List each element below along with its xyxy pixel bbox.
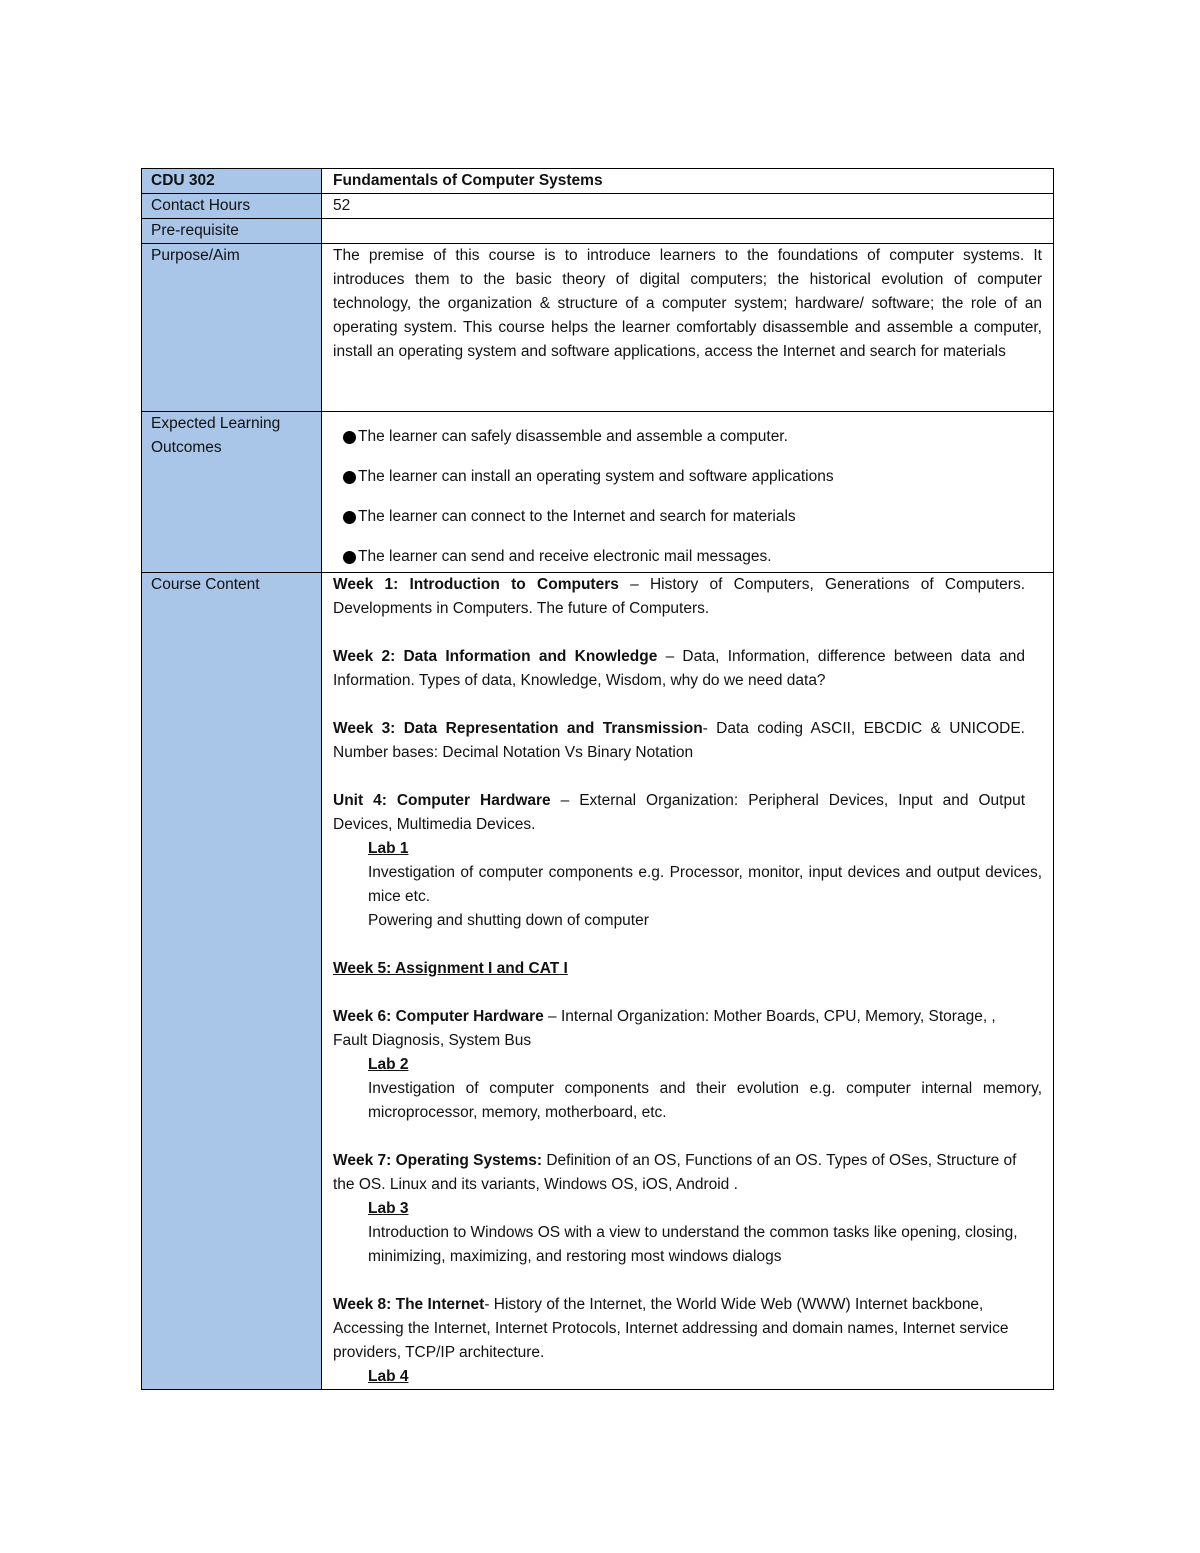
purpose-row (142, 244, 1054, 412)
lab-2-title: Lab 2 (368, 1056, 409, 1073)
course-content-label: Course Content (142, 573, 322, 1390)
outcome-item: The learner can send and receive electronic mail messages. (333, 545, 1042, 569)
bullet-icon (343, 511, 356, 524)
purpose-label: Purpose/Aim (142, 244, 322, 412)
lab-1-title: Lab 1 (368, 840, 409, 857)
lab-2-line-1: Investigation of computer components and their evolution e.g. computer internal memory, microprocessor, memory, motherboard, etc. (368, 1080, 1042, 1121)
bullet-icon (343, 431, 356, 444)
lab-3 (368, 1197, 1025, 1269)
outcome-item: The learner can install an operating system and software applications (333, 465, 1042, 489)
lab-1 (368, 837, 1042, 933)
purpose-text: The premise of this course is to introduce learners to the foundations of computer systems. It introduces them to the basic theory of digital computers; the historical evolution of computer technology, the organization & structure of a computer system; hardware/ software; the role of an operating system. This course helps the learner comfortably disassemble and assemble a computer, install an operating system and software applications, access the Internet and search for materials (322, 244, 1054, 412)
course-content-row (142, 573, 1054, 1390)
lab-4-title: Lab 4 (368, 1368, 409, 1385)
course-outline-table (141, 168, 1054, 1390)
week-6: Week 6: Computer Hardware – Internal Organization: Mother Boards, CPU, Memory, Storage, , Fault Diagnosis, System Bus (333, 1008, 996, 1049)
bullet-icon (343, 471, 356, 484)
bullet-icon (343, 551, 356, 564)
outcome-item: The learner can connect to the Internet and search for materials (333, 505, 1042, 529)
outcomes-row (142, 412, 1054, 573)
outcomes-label: Expected Learning Outcomes (142, 412, 322, 573)
contact-hours-value: 52 (322, 194, 1054, 219)
lab-2 (368, 1053, 1042, 1125)
prerequisite-label: Pre-requisite (142, 219, 322, 244)
week-3: Week 3: Data Representation and Transmission- Data coding ASCII, EBCDIC & UNICODE. Number bases: Decimal Notation Vs Binary Notation (333, 720, 1025, 761)
week-2: Week 2: Data Information and Knowledge – Data, Information, difference between data and Information. Types of data, Knowledge, Wisdom, why do we need data? (333, 648, 1025, 689)
prerequisite-row (142, 219, 1054, 244)
contact-hours-label: Contact Hours (142, 194, 322, 219)
unit-4: Unit 4: Computer Hardware – External Organization: Peripheral Devices, Input and Output Devices, Multimedia Devices. (333, 792, 1026, 833)
week-7: Week 7: Operating Systems: Definition of an OS, Functions of an OS. Types of OSes, Structure of the OS. Linux and its variants, Windows OS, iOS, Android . (333, 1152, 1017, 1193)
prerequisite-value (322, 219, 1054, 244)
contact-hours-row (142, 194, 1054, 219)
week-8: Week 8: The Internet- History of the Internet, the World Wide Web (WWW) Internet backbone, Accessing the Internet, Internet Protocols, Internet addressing and domain names, Internet service providers, TCP/IP architecture. (333, 1296, 1009, 1361)
lab-3-title: Lab 3 (368, 1200, 409, 1217)
course-code: CDU 302 (142, 169, 322, 194)
lab-3-line-1: Introduction to Windows OS with a view to understand the common tasks like opening, closing, minimizing, maximizing, and restoring most windows dialogs (368, 1224, 1018, 1265)
outcomes-cell (322, 412, 1054, 573)
course-content-cell (322, 573, 1054, 1390)
header-row (142, 169, 1054, 194)
week-1: Week 1: Introduction to Computers – History of Computers, Generations of Computers. Developments in Computers. The future of Computers. (333, 576, 1025, 617)
outcomes-list (333, 425, 1042, 569)
course-title: Fundamentals of Computer Systems (322, 169, 1054, 194)
lab-1-line-2: Powering and shutting down of computer (368, 912, 649, 929)
lab-4 (368, 1365, 1025, 1389)
lab-1-line-1: Investigation of computer components e.g. Processor, monitor, input devices and output devices, mice etc. (368, 864, 1042, 905)
outcome-item: The learner can safely disassemble and assemble a computer. (333, 425, 1042, 449)
week-5: Week 5: Assignment I and CAT I (333, 960, 568, 977)
